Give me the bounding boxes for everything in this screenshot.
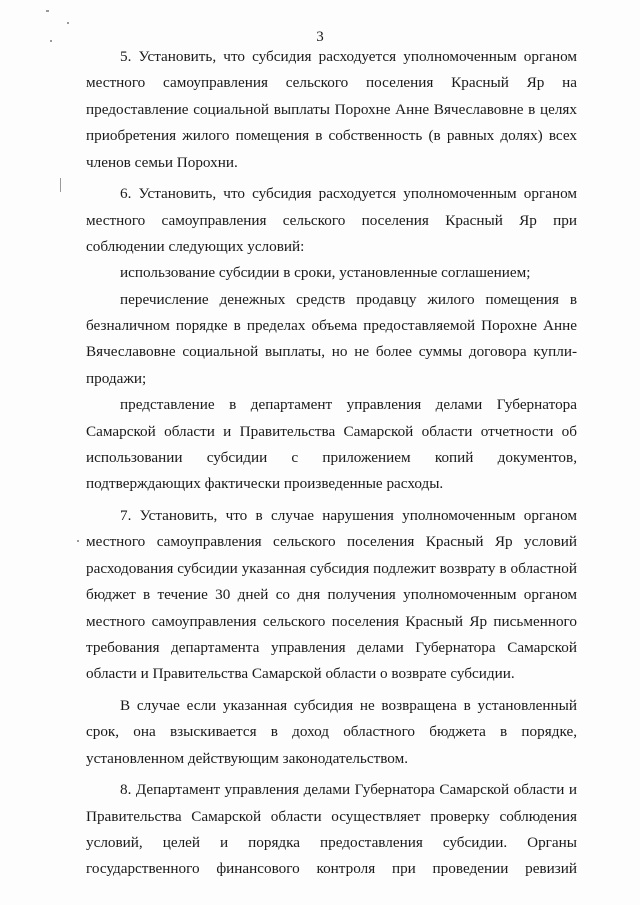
text-line: соблюдении следующих условий: [86, 237, 305, 255]
text-line: требования департамента управления делами Губернатора Самарской [86, 638, 577, 656]
text-line: В случае если указанная субсидия не возвращена в установленный [120, 696, 577, 714]
text-line: местного самоуправления сельского поселения Красный Яр условий [86, 533, 577, 551]
scan-mark [67, 22, 69, 24]
document-body [86, 44, 577, 883]
text-line: бюджет в течение 30 дней со дня получения уполномоченным органом [86, 586, 577, 604]
condition-1 [86, 260, 577, 286]
text-line: приобретения жилого помещения в собственность (в равных долях) всех [86, 127, 577, 145]
scan-mark [46, 10, 49, 12]
text-line: местного самоуправления сельского поселения Красный Яр письменного [86, 612, 577, 630]
text-line: 7. Установить, что в случае нарушения уполномоченным органом [120, 507, 577, 525]
text-line: использование субсидии в сроки, установленные соглашением; [120, 264, 531, 282]
text-line: Правительства Самарской области осуществляет проверку соблюдения [86, 807, 577, 825]
paragraph-7-return [86, 693, 577, 772]
text-line: перечисление денежных средств продавцу жилого помещения в [120, 290, 577, 308]
text-line: использовании субсидии с приложением копий документов, [86, 449, 577, 467]
text-line: условий, целей и порядка предоставления субсидии. Органы [86, 834, 577, 852]
text-line: местного самоуправления сельского поселения Красный Яр при [86, 211, 577, 229]
text-line: подтверждающих фактически произведенные расходы. [86, 475, 444, 493]
scan-mark [60, 178, 61, 192]
scan-mark [77, 540, 79, 542]
text-line: 6. Установить, что субсидия расходуется уполномоченным органом [120, 185, 577, 203]
page-number: 3 [316, 29, 324, 45]
condition-2 [86, 287, 577, 393]
condition-3 [86, 392, 577, 498]
text-line: предоставление социальной выплаты Порохне Анне Вячеславовне в целях [86, 100, 577, 118]
text-line: представление в департамент управления делами Губернатора [120, 396, 577, 414]
text-line: Вячеславовне социальной выплаты, но не более суммы договора купли- [86, 343, 577, 361]
text-line: установленном действующим законодательством. [86, 749, 409, 767]
paragraph-5 [86, 44, 577, 176]
text-line: членов семьи Порохни. [86, 153, 238, 171]
text-line: государственного финансового контроля при проведении ревизий [86, 860, 577, 878]
text-line: 5. Установить, что субсидия расходуется уполномоченным органом [120, 48, 577, 65]
text-line: 8. Департамент управления делами Губернатора Самарской области и [120, 781, 577, 799]
text-line: безналичном порядке в пределах объема предоставляемой Порохне Анне [86, 317, 577, 335]
text-line: Самарской области и Правительства Самарской области отчетности об [86, 422, 577, 440]
text-line: продажи; [86, 369, 147, 387]
text-line: расходования субсидии указанная субсидия подлежит возврату в областной [86, 559, 577, 577]
text-line: области и Правительства Самарской области о возврате субсидии. [86, 665, 515, 683]
text-line: местного самоуправления сельского поселения Красный Яр на [86, 74, 577, 92]
paragraph-8 [86, 777, 577, 883]
paragraph-7 [86, 503, 577, 688]
text-line: срок, она взыскивается в доход областного бюджета в порядке, [86, 723, 577, 741]
paragraph-6 [86, 181, 577, 260]
